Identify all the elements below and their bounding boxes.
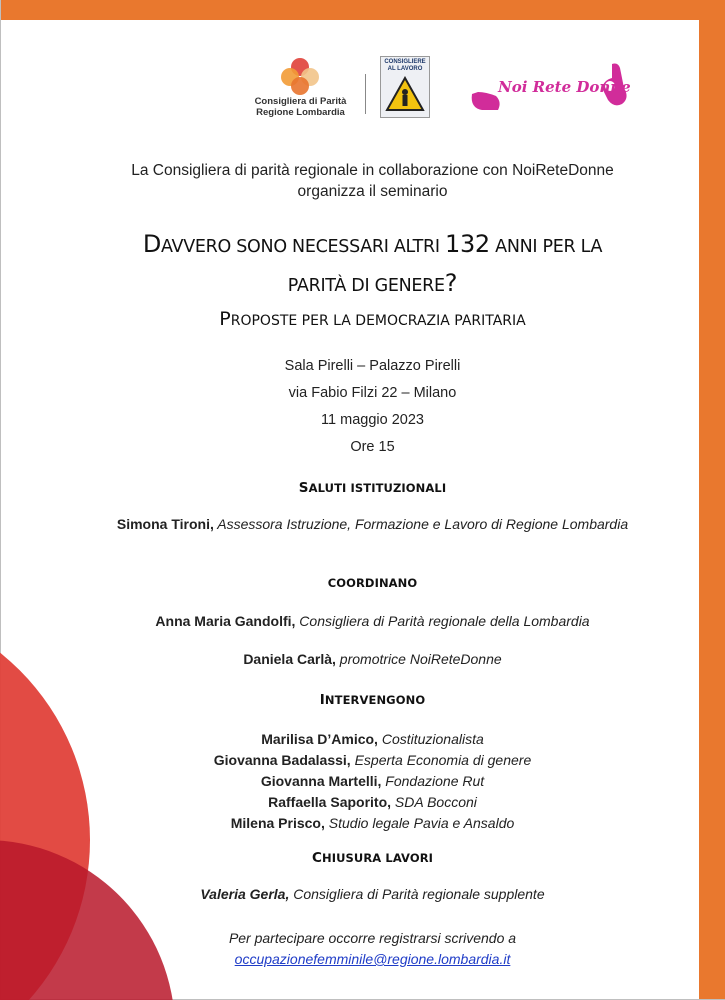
lavoro-logo-line2: AL LAVORO (387, 66, 423, 72)
speaker-prisco: Milena Prisco, Studio legale Pavia e Ansaldo (230, 815, 515, 831)
intro-line-2: organizza il seminario (297, 183, 448, 200)
speaker-gerla: Valeria Gerla, Consigliera di Parità regionale supplente (200, 886, 545, 902)
coordinator-carla: Daniela Carlà, promotrice NoiReteDonne (243, 651, 502, 667)
title-line-1: DAVVERO SONO NECESSARI ALTRI 132 ANNI PER LA (142, 230, 603, 258)
speaker-martelli: Giovanna Martelli, Fondazione Rut (260, 773, 485, 789)
venue-room: Sala Pirelli – Palazzo Pirelli (284, 358, 461, 374)
lavoro-logo-line1: CONSIGLIERE (384, 59, 426, 65)
coordinano-heading: COORDINANO (327, 576, 418, 590)
consigliere-al-lavoro-logo (380, 56, 430, 118)
seminar-title (0, 226, 725, 304)
consigliera-logo-line2: Regione Lombardia (256, 107, 345, 118)
warning-sign-icon (385, 76, 425, 114)
consigliera-logo-line1: Consigliera di Parità (254, 96, 347, 107)
seminar-subtitle: PROPOSTE PER LA DEMOCRAZIA PARITARIA (219, 308, 526, 330)
noiretedonne-logo-text: Noi Rete Donne (498, 78, 631, 96)
logo-divider (365, 74, 366, 114)
flower-icon (278, 56, 322, 96)
speaker-badalassi: Giovanna Badalassi, Esperta Economia di genere (213, 752, 532, 768)
consigliera-logo (248, 56, 353, 118)
saluti-heading: SALUTI ISTITUZIONALI (298, 480, 447, 496)
intervengono-heading: INTERVENGONO (319, 692, 426, 708)
event-time: Ore 15 (350, 439, 395, 455)
chiusura-heading: CHIUSURA LAVORI (311, 850, 434, 866)
coordinator-gandolfi: Anna Maria Gandolfi, Consigliera di Parità regionale della Lombardia (155, 613, 590, 629)
venue-address: via Fabio Filzi 22 – Milano (288, 385, 457, 401)
speaker-damico: Marilisa D’Amico, Costituzionalista (261, 731, 484, 747)
venue-details (0, 353, 725, 461)
registration-text: Per partecipare occorre registrarsi scrivendo a (228, 930, 517, 946)
noiretedonne-logo (468, 58, 638, 118)
event-date: 11 maggio 2023 (321, 412, 424, 428)
speaker-tironi: Simona Tironi, Assessora Istruzione, Formazione e Lavoro di Regione Lombardia (116, 516, 629, 532)
registration-info (0, 928, 725, 970)
intro-text (0, 160, 725, 202)
title-line-2: PARITÀ DI GENERE? (287, 269, 458, 297)
speaker-list (0, 729, 725, 834)
orange-top-border (0, 0, 725, 20)
speaker-saporito: Raffaella Saporito, SDA Bocconi (268, 794, 477, 810)
intro-line-1: La Consigliera di parità regionale in collaborazione con NoiReteDonne (131, 162, 614, 179)
registration-email-link[interactable]: occupazionefemminile@regione.lombardia.it (234, 951, 511, 967)
